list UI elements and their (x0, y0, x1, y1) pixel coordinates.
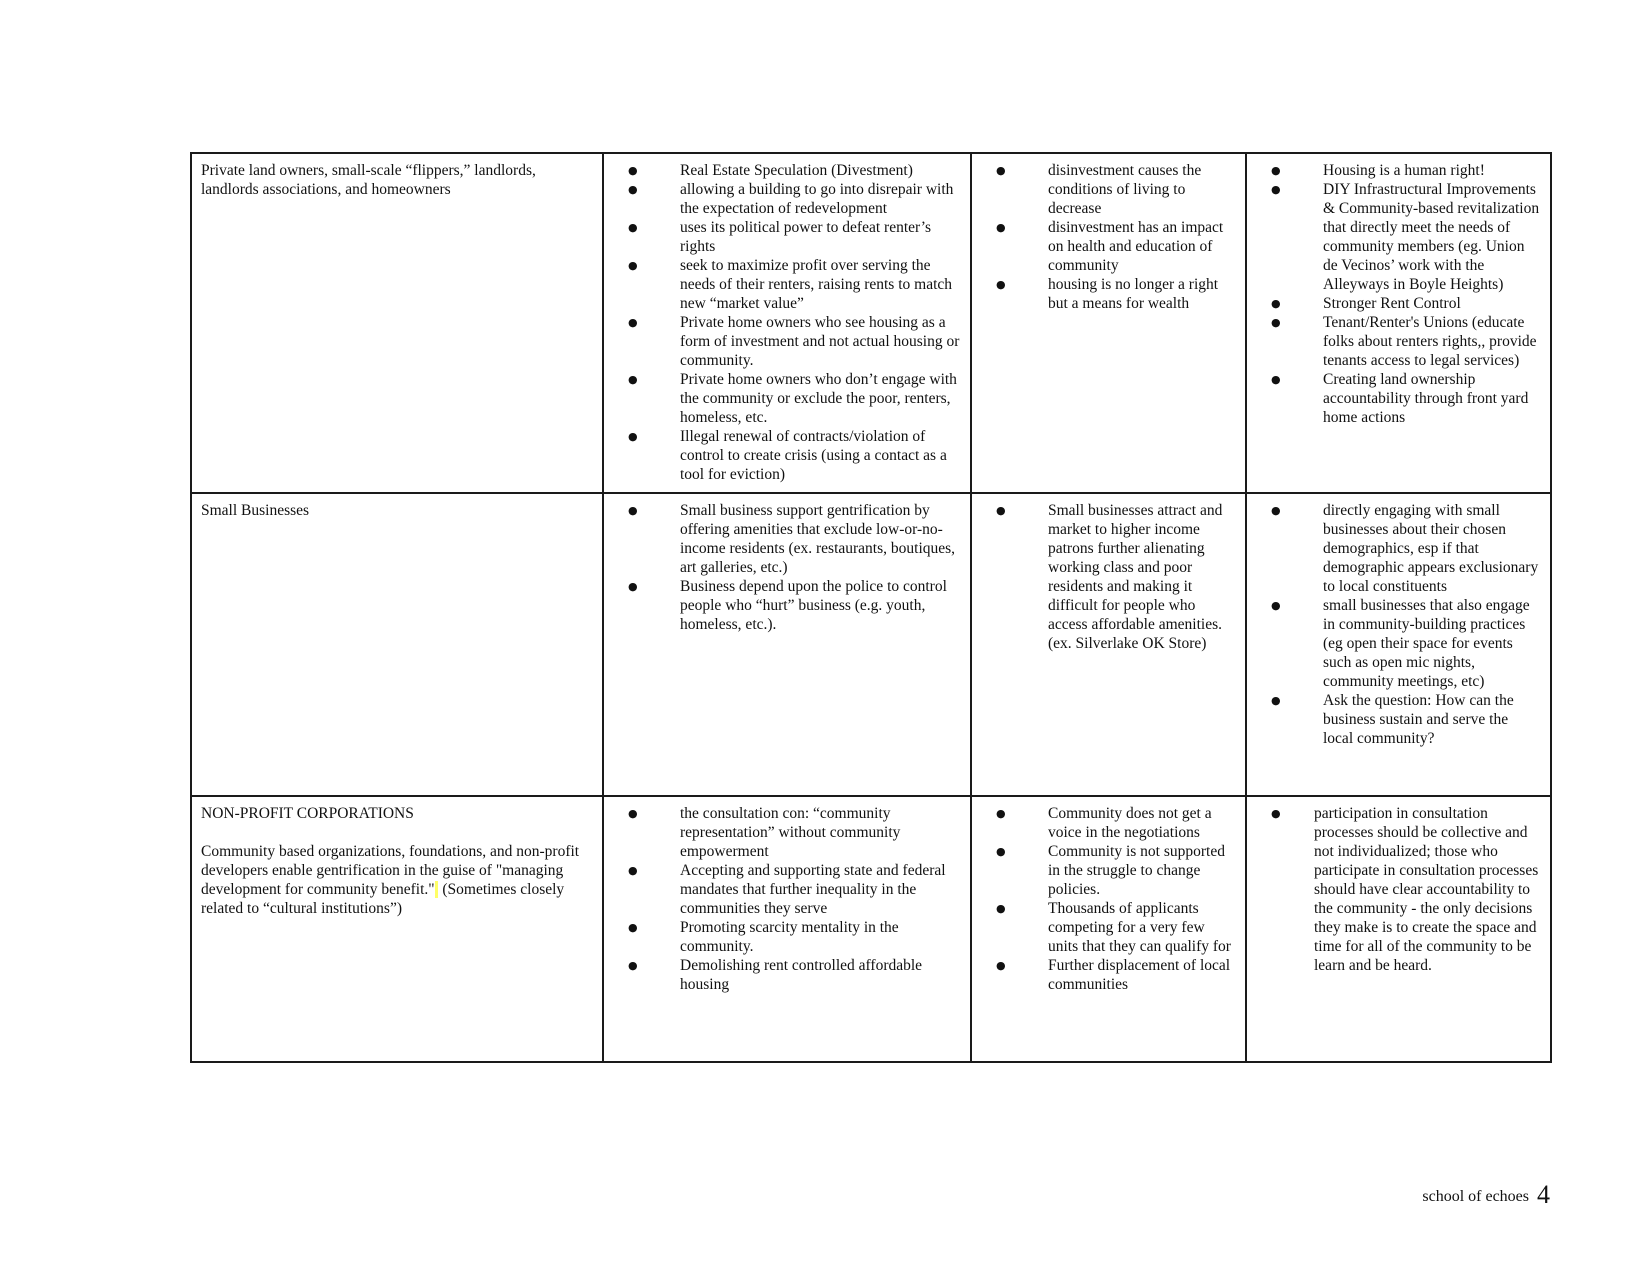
page-footer (1422, 1180, 1550, 1210)
list-item: ● Private home owners who don’t engage with the community or exclude the poor, renters, homeless, etc. (613, 370, 961, 427)
stakeholder-cell (191, 796, 603, 1062)
stakeholder-description: Community based organizations, foundations, and non-profit developers enable gentrification in the guise of "managing development for community benefit." (Sometimes closely related to “cultural institutions”) (201, 843, 580, 917)
list-item: ● Promoting scarcity mentality in the community. (613, 918, 961, 956)
solutions-cell (1246, 153, 1551, 493)
solutions-list (1256, 161, 1541, 427)
table-row (191, 796, 1551, 1062)
stakeholder-table-body (191, 153, 1551, 1062)
page-number: 4 (1537, 1180, 1550, 1209)
list-item: ● Small business support gentrification by offering amenities that exclude low-or-no-income residents (ex. restaurants, boutiques, art galleries, etc.) (613, 501, 961, 577)
table-row (191, 153, 1551, 493)
stakeholder-name: Small Businesses (201, 502, 310, 519)
list-item: ● Creating land ownership accountability through front yard home actions (1256, 370, 1541, 427)
actions-list (613, 161, 961, 484)
solutions-list (1256, 501, 1541, 748)
impacts-cell (971, 493, 1246, 796)
list-item: ● uses its political power to defeat renter’s rights (613, 218, 961, 256)
solutions-cell (1246, 796, 1551, 1062)
list-item: ● Stronger Rent Control (1256, 294, 1541, 313)
list-item: ● Tenant/Renter's Unions (educate folks about renters rights,, provide tenants access to legal services) (1256, 313, 1541, 370)
stakeholder-cell (191, 153, 603, 493)
list-item: ● Private home owners who see housing as a form of investment and not actual housing or community. (613, 313, 961, 370)
list-item: ● Community does not get a voice in the negotiations (981, 804, 1236, 842)
impacts-list (981, 804, 1236, 994)
stakeholder-heading: NON-PROFIT CORPORATIONS (201, 805, 414, 822)
list-item: ● Illegal renewal of contracts/violation of control to create crisis (using a contact as a tool for eviction) (613, 427, 961, 484)
list-item: ● participation in consultation processes should be collective and not individualized; those who participate in consultation processes should have clear accountability to the community - the only decisions they make is to create the space and time for all of the community to be learn and be heard. (1256, 804, 1541, 975)
impacts-list (981, 501, 1236, 653)
list-item: ● seek to maximize profit over serving the needs of their renters, raising rents to match new “market value” (613, 256, 961, 313)
actions-list (613, 804, 961, 994)
footer-text: school of echoes (1422, 1188, 1529, 1205)
highlight-mark (435, 881, 439, 898)
table-row (191, 493, 1551, 796)
list-item: ● small businesses that also engage in community-building practices (eg open their space for events such as open mic nights, community meetings, etc) (1256, 596, 1541, 691)
list-item: ● DIY Infrastructural Improvements & Community-based revitalization that directly meet the needs of community members (eg. Union de Vecinos’ work with the Alleyways in Boyle Heights) (1256, 180, 1541, 294)
actions-cell (603, 153, 971, 493)
list-item: ● Further displacement of local communities (981, 956, 1236, 994)
list-item: ● allowing a building to go into disrepair with the expectation of redevelopment (613, 180, 961, 218)
stakeholder-table (190, 152, 1552, 1063)
list-item: ● the consultation con: “community representation” without community empowerment (613, 804, 961, 861)
list-item: ● Business depend upon the police to control people who “hurt” business (e.g. youth, homeless, etc.). (613, 577, 961, 634)
impacts-cell (971, 153, 1246, 493)
list-item: ● disinvestment causes the conditions of living to decrease (981, 161, 1236, 218)
solutions-list (1256, 804, 1541, 975)
impacts-list (981, 161, 1236, 313)
list-item: ● Accepting and supporting state and federal mandates that further inequality in the communities they serve (613, 861, 961, 918)
list-item: ● Small businesses attract and market to higher income patrons further alienating working class and poor residents and making it difficult for people who access affordable amenities. (ex. Silverlake OK Store) (981, 501, 1236, 653)
stakeholder-name: Private land owners, small-scale “flippers,” landlords, landlords associations, and homeowners (201, 162, 536, 198)
actions-cell (603, 796, 971, 1062)
list-item: ● Demolishing rent controlled affordable housing (613, 956, 961, 994)
list-item: ● directly engaging with small businesses about their chosen demographics, esp if that demographic appears exclusionary to local constituents (1256, 501, 1541, 596)
stakeholder-cell (191, 493, 603, 796)
list-item: ● Housing is a human right! (1256, 161, 1541, 180)
impacts-cell (971, 796, 1246, 1062)
list-item: ● Thousands of applicants competing for a very few units that they can qualify for (981, 899, 1236, 956)
actions-cell (603, 493, 971, 796)
list-item: ● Community is not supported in the struggle to change policies. (981, 842, 1236, 899)
solutions-cell (1246, 493, 1551, 796)
actions-list (613, 501, 961, 634)
list-item: ● housing is no longer a right but a means for wealth (981, 275, 1236, 313)
list-item: ● disinvestment has an impact on health and education of community (981, 218, 1236, 275)
list-item: ● Ask the question: How can the business sustain and serve the local community? (1256, 691, 1541, 748)
list-item: ● Real Estate Speculation (Divestment) (613, 161, 961, 180)
